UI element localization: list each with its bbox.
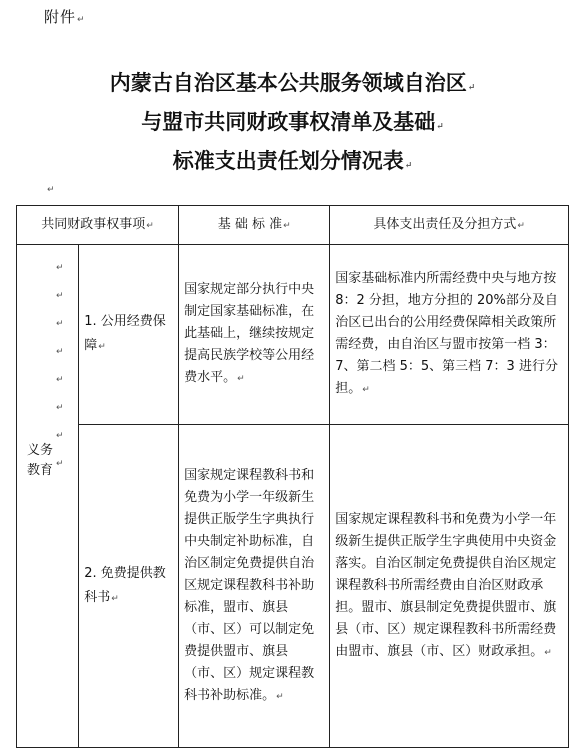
header-responsibility: 具体支出责任及分担方式↵	[330, 206, 569, 245]
title-line-3: 标准支出责任划分情况表↵	[172, 148, 413, 173]
paragraph-mark-icon: ↵	[146, 220, 154, 231]
annex-label: 附件↵	[44, 8, 86, 26]
paragraph-mark-icon: ↵	[283, 220, 291, 231]
paragraph-mark-icon: ↵	[404, 161, 413, 171]
paragraph-mark-icon: ↵	[56, 263, 64, 273]
standard-cell: 国家规定部分执行中央制定国家基础标准，在此基础上，继续按规定提高民族学校等公用经费水平。↵	[179, 245, 330, 425]
category-label: 义务教育	[27, 443, 54, 478]
item-cell: 1. 公用经费保障↵	[79, 245, 179, 425]
paragraph-mark-icon: ↵	[56, 431, 64, 441]
paragraph-mark-icon: ↵	[56, 403, 64, 413]
title-line-2: 与盟市共同财政事权清单及基础↵	[141, 109, 444, 134]
paragraph-mark-icon: ↵	[237, 374, 245, 384]
category-cell	[17, 245, 79, 748]
paragraph-mark-icon: ↵	[56, 347, 64, 357]
paragraph-mark-icon: ↵	[544, 647, 552, 658]
table-row	[17, 425, 569, 748]
paragraph-mark-icon: ↵	[362, 385, 370, 395]
table-row	[17, 245, 569, 425]
paragraph-mark-icon: ↵	[517, 220, 525, 231]
paragraph-mark-icon: ↵	[98, 342, 106, 352]
paragraph-mark-icon: ↵	[56, 459, 64, 469]
table-header-row	[17, 206, 569, 245]
standard-cell: 国家规定课程教科书和免费为小学一年级新生提供正版学生字典执行中央制定补助标准，自治区制定免费提供自治区规定课程教科书补助标准，盟市、旗县（市、区）可以制定免费提供盟市、旗县（市、区）规定课程教科书补助标准。↵	[179, 425, 330, 748]
item-cell: 2. 免费提供教科书↵	[79, 425, 179, 748]
responsibility-cell: 国家规定课程教科书和免费为小学一年级新生提供正版学生字典使用中央资金落实。自治区制定免费提供自治区规定课程教科书所需经费由自治区财政承担。盟市、旗县制定免费提供盟市、旗县（市、区）规定课程教科书所需经费由盟市、旗县（市、区）财政承担。↵	[330, 425, 569, 748]
header-item: 共同财政事权事项↵	[17, 206, 179, 245]
paragraph-mark-icon: ↵	[77, 15, 86, 25]
paragraph-mark-icon: ↵	[436, 122, 444, 132]
paragraph-mark-icon: ↵	[56, 375, 64, 385]
header-standard: 基 础 标 准↵	[179, 206, 330, 245]
paragraph-mark-icon: ↵	[467, 83, 476, 93]
paragraph-mark-icon: ↵	[56, 291, 64, 301]
document-title	[0, 66, 585, 183]
paragraph-mark-icon: ↵	[47, 185, 55, 195]
title-line-1: 内蒙古自治区基本公共服务领域自治区↵	[109, 70, 476, 95]
paragraph-mark-icon: ↵	[56, 319, 64, 329]
responsibility-cell: 国家基础标准内所需经费中央与地方按 8：2 分担，地方分担的 20%部分及自治区已出台的公用经费保障相关政策所需经费，由自治区与盟市按第一档 3：7、第二档 5：5、第三档 7：3 进行分担。↵	[330, 245, 569, 425]
responsibility-table	[16, 205, 569, 748]
paragraph-mark-icon: ↵	[111, 593, 119, 604]
paragraph-mark-icon: ↵	[276, 691, 284, 702]
